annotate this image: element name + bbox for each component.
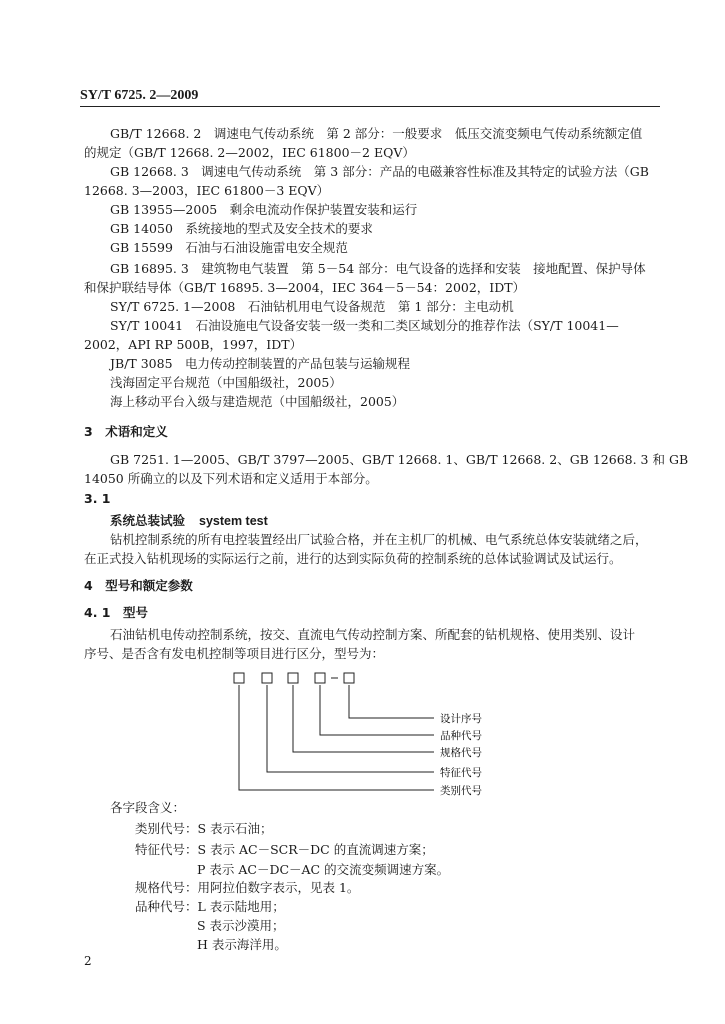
code-box <box>315 673 325 683</box>
paragraph-line: 序号、是否含有发电机控制等项目进行区分，型号为： <box>84 646 385 661</box>
definition-line: 在正式投入钻机现场的实际运行之前，进行的达到实际负荷的控制系统的总体试验调试及试运行。 <box>84 551 622 566</box>
paragraph-line: 石油钻机电传动控制系统，按交、直流电气传动控制方案、所配套的钻机规格、使用类别、设计 <box>110 627 636 642</box>
field-line: 品种代号：L 表示陆地用； <box>135 899 285 914</box>
reference-line: 浅海固定平台规范（中国船级社，2005） <box>110 375 342 390</box>
reference-line: GB 15599 石油与石油设施雷电安全规范 <box>110 240 348 255</box>
paragraph-line: GB 7251. 1—2005、GB/T 3797—2005、GB/T 12668. 1、GB/T 12668. 2、GB 12668. 3 和 GB <box>110 452 689 467</box>
field-line: 类别代号：S 表示石油； <box>135 821 273 836</box>
field-line: 规格代号：用阿拉伯数字表示，见表 1。 <box>135 880 360 895</box>
leader-line <box>239 685 434 790</box>
reference-line: 的规定（GB/T 12668. 2—2002，IEC 61800－2 EQV） <box>84 145 415 160</box>
definition-line: 钻机控制系统的所有电控装置经出厂试验合格，并在主机厂的机械、电气系统总体安装就绪之后， <box>110 532 648 547</box>
term-entry <box>110 513 268 529</box>
leader-line <box>267 685 434 772</box>
code-label: 设计序号 <box>440 713 482 725</box>
reference-line: GB 14050 系统接地的型式及安全技术的要求 <box>110 221 373 236</box>
code-box <box>344 673 354 683</box>
model-code-diagram <box>228 672 528 800</box>
reference-line: SY/T 10041 石油设施电气设备安装一级一类和二类区域划分的推荐作法（SY/T 10041— <box>110 318 619 333</box>
code-label: 品种代号 <box>440 730 482 742</box>
code-label: 规格代号 <box>440 747 482 759</box>
field-line: P 表示 AC－DC－AC 的交流变频调速方案。 <box>197 862 450 877</box>
leader-line <box>349 685 434 718</box>
code-box <box>262 673 272 683</box>
standard-number: SY/T 6725. 2—2009 <box>80 88 199 103</box>
field-line: H 表示海洋用。 <box>197 937 287 952</box>
code-label: 类别代号 <box>440 785 482 797</box>
code-box <box>288 673 298 683</box>
paragraph-line: 14050 所确立的以及下列术语和定义适用于本部分。 <box>84 471 378 486</box>
term-english: system test <box>199 514 268 528</box>
clause-number: 3. 1 <box>84 491 111 506</box>
reference-line: 2002，API RP 500B，1997，IDT） <box>84 337 303 352</box>
reference-line: SY/T 6725. 1—2008 石油钻机用电气设备规范 第 1 部分：主电动机 <box>110 299 514 314</box>
subsection-4-1-heading: 4. 1 型号 <box>84 605 148 620</box>
leader-line <box>320 685 434 735</box>
field-line: S 表示沙漠用； <box>197 918 285 933</box>
fields-intro: 各字段含义： <box>110 800 186 815</box>
reference-line: 海上移动平台入级与建造规范（中国船级社，2005） <box>110 394 405 409</box>
code-box <box>234 673 244 683</box>
section-3-heading: 3 术语和定义 <box>84 424 168 439</box>
reference-line: GB/T 12668. 2 调速电气传动系统 第 2 部分：一般要求 低压交流变频电气传动系统额定值 <box>110 126 643 141</box>
term-chinese: 系统总装试验 <box>110 513 186 528</box>
field-line: 特征代号：S 表示 AC－SCR－DC 的直流调速方案； <box>135 842 434 857</box>
leader-lines <box>239 685 434 790</box>
page-number: 2 <box>84 954 92 968</box>
header-rule <box>80 106 660 107</box>
code-label: 特征代号 <box>440 767 482 779</box>
reference-line: 12668. 3—2003，IEC 61800－3 EQV） <box>84 183 330 198</box>
code-boxes <box>234 673 354 683</box>
reference-line: 和保护联结导体（GB/T 16895. 3—2004，IEC 364－5－54：2002，IDT） <box>84 280 526 295</box>
section-4-heading: 4 型号和额定参数 <box>84 578 193 593</box>
reference-line: GB 12668. 3 调速电气传动系统 第 3 部分：产品的电磁兼容性标准及其特定的试验方法（GB <box>110 164 649 179</box>
reference-line: GB 16895. 3 建筑物电气装置 第 5－54 部分：电气设备的选择和安装 接地配置、保护导体 <box>110 261 646 276</box>
reference-line: GB 13955—2005 剩余电流动作保护装置安装和运行 <box>110 202 418 217</box>
reference-line: JB/T 3085 电力传动控制装置的产品包装与运输规程 <box>110 356 411 371</box>
